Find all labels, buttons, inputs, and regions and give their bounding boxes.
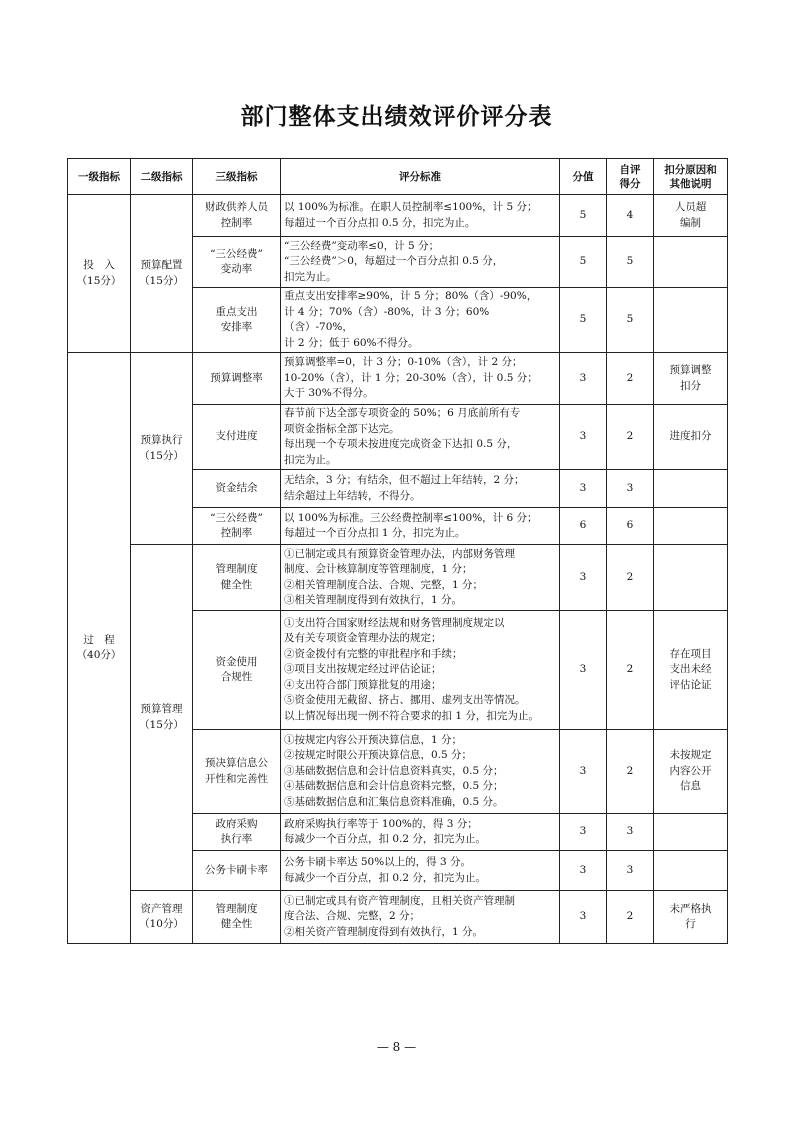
score-cell: 5 <box>560 288 607 353</box>
self-score-cell: 6 <box>607 508 654 545</box>
header-level1: 一级指标 <box>68 159 131 195</box>
criteria-cell: 以 100%为标准。在职人员控制率≤100%，计 5 分； 每超过一个百分点扣 0.5 分，扣完为止。 <box>281 195 560 237</box>
note-cell: 进度扣分 <box>654 405 728 470</box>
self-score-cell: 4 <box>607 195 654 237</box>
header-self-score: 自评 得分 <box>607 159 654 195</box>
score-cell: 3 <box>560 353 607 405</box>
level3-indicator: 财政供养人员 控制率 <box>193 195 281 237</box>
level3-indicator: 管理制度 健全性 <box>193 545 281 611</box>
criteria-cell: 公务卡刷卡率达 50%以上的，得 3 分。 每减少一个百分点，扣 0.2 分，扣完为止。 <box>281 851 560 891</box>
note-cell <box>654 470 728 508</box>
note-cell <box>654 288 728 353</box>
criteria-cell: 政府采购执行率等于 100%的，得 3 分； 每减少一个百分点，扣 0.2 分，扣完为止。 <box>281 814 560 851</box>
score-cell: 3 <box>560 611 607 730</box>
note-cell <box>654 851 728 891</box>
note-cell <box>654 508 728 545</box>
level3-indicator: 公务卡刷卡率 <box>193 851 281 891</box>
score-cell: 5 <box>560 237 607 288</box>
self-score-cell: 2 <box>607 405 654 470</box>
criteria-cell: ①按规定内容公开预决算信息，1 分； ②按规定时限公开预决算信息，0.5 分； ③基础数据信息和会计信息资料真实，0.5 分； ④基础数据信息和会计信息资料完整，0.5 分； ⑤基础数据信息和汇集信息资料准确，0.5 分。 <box>281 730 560 814</box>
criteria-cell: ①已制定或具有预算资金管理办法，内部财务管理 制度、会计核算制度等管理制度，1 分； ②相关管理制度合法、合规、完整，1 分； ③相关管理制度得到有效执行，1 分。 <box>281 545 560 611</box>
table-row <box>68 353 728 405</box>
self-score-cell: 3 <box>607 851 654 891</box>
note-cell: 预算调整 扣分 <box>654 353 728 405</box>
criteria-cell: 无结余，3 分；有结余，但不超过上年结转，2 分； 结余超过上年结转，不得分。 <box>281 470 560 508</box>
level3-indicator: 重点支出 安排率 <box>193 288 281 353</box>
table-row <box>68 891 728 944</box>
self-score-cell: 5 <box>607 288 654 353</box>
level2-budget-exec: 预算执行 （15分） <box>131 353 193 545</box>
level3-indicator: 政府采购 执行率 <box>193 814 281 851</box>
level3-indicator: “三公经费” 控制率 <box>193 508 281 545</box>
header-notes: 扣分原因和 其他说明 <box>654 159 728 195</box>
criteria-cell: 春节前下达全部专项资金的 50%；6 月底前所有专 项资金指标全部下达完。 每出现一个专项未按进度完成资金下达扣 0.5 分， 扣完为止。 <box>281 405 560 470</box>
self-score-cell: 2 <box>607 891 654 944</box>
note-cell: 未按规定 内容公开 信息 <box>654 730 728 814</box>
level2-asset-mgmt: 资产管理 （10分） <box>131 891 193 944</box>
score-cell: 5 <box>560 195 607 237</box>
level3-indicator: 资金结余 <box>193 470 281 508</box>
self-score-cell: 2 <box>607 353 654 405</box>
criteria-cell: ①支出符合国家财经法规和财务管理制度规定以 及有关专项资金管理办法的规定； ②资金拨付有完整的审批程序和手续； ③项目支出按规定经过评估论证； ④支出符合部门预算批复的用途； ⑤资金使用无截留、挤占、挪用、虚列支出等情况。 以上情况每出现一例不符合要求的扣 1 分，扣完为止。 <box>281 611 560 730</box>
note-cell: 存在项目 支出未经 评估论证 <box>654 611 728 730</box>
table-row <box>68 545 728 611</box>
level3-indicator: “三公经费” 变动率 <box>193 237 281 288</box>
self-score-cell: 3 <box>607 814 654 851</box>
self-score-cell: 2 <box>607 730 654 814</box>
note-cell <box>654 545 728 611</box>
criteria-cell: 重点支出安排率≥90%，计 5 分；80%（含）-90%， 计 4 分；70%（含）-80%，计 3 分；60%（含）-70%， 计 2 分；低于 60%不得分。 <box>281 288 560 353</box>
score-cell: 6 <box>560 508 607 545</box>
note-cell: 人员超 编制 <box>654 195 728 237</box>
self-score-cell: 2 <box>607 545 654 611</box>
level2-budget-mgmt: 预算管理 （15分） <box>131 545 193 891</box>
criteria-cell: “三公经费”变动率≤0，计 5 分； “三公经费”＞0，每超过一个百分点扣 0.5 分， 扣完为止。 <box>281 237 560 288</box>
note-cell: 未严格执 行 <box>654 891 728 944</box>
self-score-cell: 2 <box>607 611 654 730</box>
criteria-cell: 预算调整率=0，计 3 分；0-10%（含），计 2 分； 10-20%（含），计 1 分；20-30%（含），计 0.5 分； 大于 30%不得分。 <box>281 353 560 405</box>
table-row <box>68 195 728 237</box>
table-header-row <box>68 159 728 195</box>
criteria-cell: ①已制定或具有资产管理制度，且相关资产管理制 度合法、合规、完整，2 分； ②相关资产管理制度得到有效执行，1 分。 <box>281 891 560 944</box>
score-cell: 3 <box>560 730 607 814</box>
level3-indicator: 管理制度 健全性 <box>193 891 281 944</box>
header-level2: 二级指标 <box>131 159 193 195</box>
page-number: — 8 — <box>376 1040 417 1054</box>
level3-indicator: 资金使用 合规性 <box>193 611 281 730</box>
page-title: 部门整体支出绩效评价评分表 <box>240 104 553 130</box>
level1-process: 过 程 （40分） <box>68 353 131 944</box>
score-cell: 3 <box>560 891 607 944</box>
score-cell: 3 <box>560 545 607 611</box>
self-score-cell: 3 <box>607 470 654 508</box>
level3-indicator: 预决算信息公 开性和完善性 <box>193 730 281 814</box>
level1-input: 投 入 （15分） <box>68 195 131 353</box>
header-level3: 三级指标 <box>193 159 281 195</box>
criteria-cell: 以 100%为标准。三公经费控制率≤100%，计 6 分； 每超过一个百分点扣 1 分，扣完为止。 <box>281 508 560 545</box>
self-score-cell: 5 <box>607 237 654 288</box>
header-score: 分值 <box>560 159 607 195</box>
score-table <box>67 158 728 944</box>
score-cell: 3 <box>560 851 607 891</box>
level3-indicator: 预算调整率 <box>193 353 281 405</box>
score-cell: 3 <box>560 405 607 470</box>
score-cell: 3 <box>560 814 607 851</box>
score-cell: 3 <box>560 470 607 508</box>
header-criteria: 评分标准 <box>281 159 560 195</box>
note-cell <box>654 237 728 288</box>
level2-budget-config: 预算配置 （15分） <box>131 195 193 353</box>
level3-indicator: 支付进度 <box>193 405 281 470</box>
note-cell <box>654 814 728 851</box>
